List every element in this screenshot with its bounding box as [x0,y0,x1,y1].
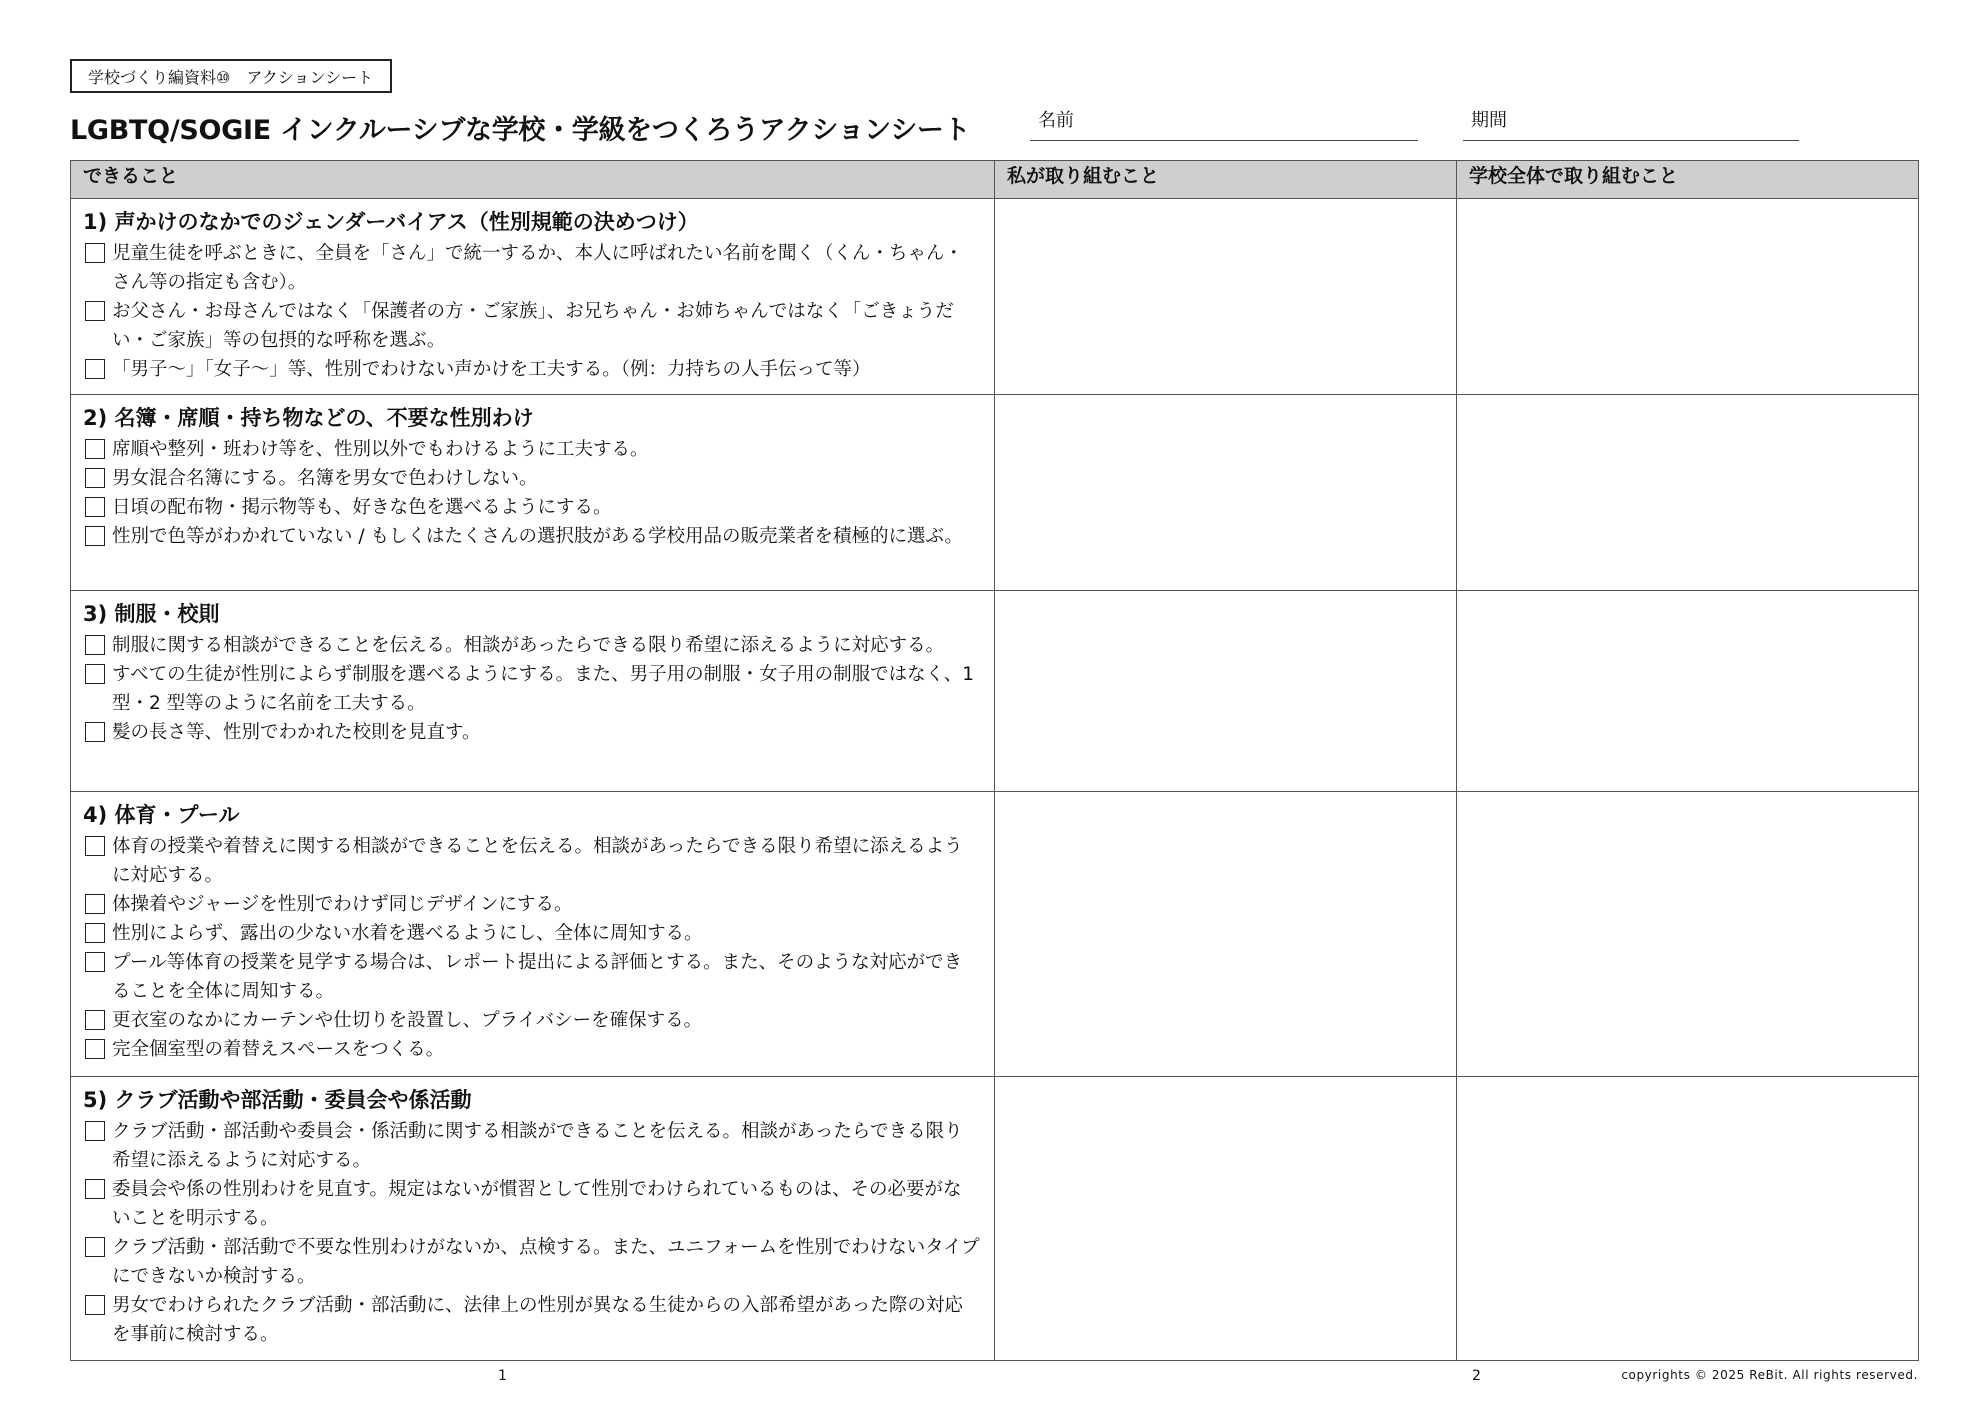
checklist-item-text: クラブ活動・部活動や委員会・係活動に関する相談ができることを伝える。相談があったらできる限り希望に添えるように対応する。 [112,1121,963,1171]
checklist-item [83,1006,980,1035]
checklist-item [83,631,980,660]
checklist-item-text: 更衣室のなかにカーテンや仕切りを設置し、プライバシーを確保する。 [112,1010,703,1031]
checklist-item [83,1175,980,1233]
checkbox[interactable] [85,243,105,263]
checklist-item [83,1117,980,1175]
checkbox[interactable] [85,664,105,684]
table-row [71,591,1919,792]
checklist-item [83,239,980,297]
table-header-row [71,161,1919,199]
checklist-item [83,660,980,718]
checkbox[interactable] [85,923,105,943]
name-field[interactable] [1030,104,1418,141]
checklist-item [83,1035,980,1064]
checkbox[interactable] [85,497,105,517]
section-cell [71,199,995,395]
checklist-item [83,948,980,1006]
checklist-item [83,1233,980,1291]
checklist-item-text: 児童生徒を呼ぶときに、全員を「さん」で統一するか、本人に呼ばれたい名前を聞く（くん・ちゃん・さん等の指定も含む）。 [112,243,964,293]
checklist-item-text: 制服に関する相談ができることを伝える。相談があったらできる限り希望に添えるように対応する。 [112,635,945,656]
section-title: 4) 体育・プール [83,803,240,827]
checkbox[interactable] [85,359,105,379]
checklist-item-text: お父さん・お母さんではなく「保護者の方・ご家族」、お兄ちゃん・お姉ちゃんではなく「ごきょうだい・ご家族」等の包摂的な呼称を選ぶ。 [112,301,954,351]
section-title: 2) 名簿・席順・持ち物などの、不要な性別わけ [83,406,534,430]
my-actions-cell[interactable] [995,792,1457,1077]
checkbox[interactable] [85,635,105,655]
school-actions-cell[interactable] [1457,199,1919,395]
checklist-item-text: 日頃の配布物・掲示物等も、好きな色を選べるようにする。 [112,497,612,518]
checklist-item [83,919,980,948]
checkbox[interactable] [85,1121,105,1141]
checklist-item-text: 席順や整列・班わけ等を、性別以外でもわけるように工夫する。 [112,439,649,460]
checklist-item [83,297,980,355]
school-actions-cell[interactable] [1457,395,1919,591]
page-title: LGBTQ/SOGIE インクルーシブな学校・学級をつくろうアクションシート [70,115,971,146]
checkbox[interactable] [85,439,105,459]
checklist-item [83,355,980,384]
checklist-item [83,464,980,493]
period-field[interactable] [1463,104,1799,141]
column-header-school-actions: 学校全体で取り組むこと [1457,161,1919,199]
school-actions-cell[interactable] [1457,792,1919,1077]
section-cell [71,792,995,1077]
checklist-item [83,890,980,919]
checkbox[interactable] [85,1179,105,1199]
section-title: 5) クラブ活動や部活動・委員会や係活動 [83,1088,472,1112]
checkbox[interactable] [85,1237,105,1257]
checklist-item-text: プール等体育の授業を見学する場合は、レポート提出による評価とする。また、そのような対応ができることを全体に周知する。 [112,952,963,1002]
checklist-item [83,493,980,522]
checklist-item-text: 髪の長さ等、性別でわかれた校則を見直す。 [112,722,481,743]
column-header-can-do: できること [71,161,995,199]
checklist-item [83,1291,980,1349]
checklist-item-text: 体操着やジャージを性別でわけず同じデザインにする。 [112,894,573,915]
checkbox[interactable] [85,1295,105,1315]
table-row [71,395,1919,591]
period-label: 期間 [1471,110,1507,131]
checkbox[interactable] [85,468,105,488]
document-tag: 学校づくり編資料⑩ アクションシート [70,59,392,93]
checklist-item [83,435,980,464]
checklist-item-text: クラブ活動・部活動で不要な性別わけがないか、点検する。また、ユニフォームを性別でわけないタイプにできないか検討する。 [112,1237,980,1287]
checklist-item-text: 完全個室型の着替えスペースをつくる。 [112,1039,445,1060]
checklist-item [83,522,980,551]
my-actions-cell[interactable] [995,199,1457,395]
checkbox[interactable] [85,1010,105,1030]
checklist-item-text: 「男子〜」「女子〜」等、性別でわけない声かけを工夫する。（例：力持ちの人手伝って等） [112,359,871,380]
section-cell [71,591,995,792]
page-number-left: 1 [498,1368,507,1384]
checklist-item [83,832,980,890]
section-cell [71,1077,995,1361]
checklist-item-text: 性別によらず、露出の少ない水着を選べるようにし、全体に周知する。 [112,923,703,944]
checklist-item-text: すべての生徒が性別によらず制服を選べるようにする。また、男子用の制服・女子用の制服ではなく、1 型・2 型等のように名前を工夫する。 [112,664,975,714]
school-actions-cell[interactable] [1457,591,1919,792]
checkbox[interactable] [85,894,105,914]
table-row [71,792,1919,1077]
section-cell [71,395,995,591]
page-number-right: 2 [1472,1368,1481,1384]
checkbox[interactable] [85,952,105,972]
action-sheet-table [70,160,1919,1361]
checklist-item-text: 体育の授業や着替えに関する相談ができることを伝える。相談があったらできる限り希望に添えるように対応する。 [112,836,963,886]
section-title: 1) 声かけのなかでのジェンダーバイアス（性別規範の決めつけ） [83,210,699,234]
my-actions-cell[interactable] [995,1077,1457,1361]
copyright-notice: copyrights © 2025 ReBit. All rights reserved. [1621,1368,1918,1382]
checkbox[interactable] [85,301,105,321]
checklist-item [83,718,980,747]
checklist-item-text: 男女でわけられたクラブ活動・部活動に、法律上の性別が異なる生徒からの入部希望があった際の対応を事前に検討する。 [112,1295,963,1345]
school-actions-cell[interactable] [1457,1077,1919,1361]
checklist-item-text: 性別で色等がわかれていない / もしくはたくさんの選択肢がある学校用品の販売業者を積極的に選ぶ。 [112,526,963,547]
checklist-item-text: 委員会や係の性別わけを見直す。規定はないが慣習として性別でわけられているものは、その必要がないことを明示する。 [112,1179,962,1229]
my-actions-cell[interactable] [995,591,1457,792]
checkbox[interactable] [85,526,105,546]
section-title: 3) 制服・校則 [83,602,220,626]
checkbox[interactable] [85,1039,105,1059]
checkbox[interactable] [85,722,105,742]
table-row [71,199,1919,395]
my-actions-cell[interactable] [995,395,1457,591]
checklist-item-text: 男女混合名簿にする。名簿を男女で色わけしない。 [112,468,538,489]
name-label: 名前 [1038,110,1074,131]
column-header-my-actions: 私が取り組むこと [995,161,1457,199]
checkbox[interactable] [85,836,105,856]
table-row [71,1077,1919,1361]
